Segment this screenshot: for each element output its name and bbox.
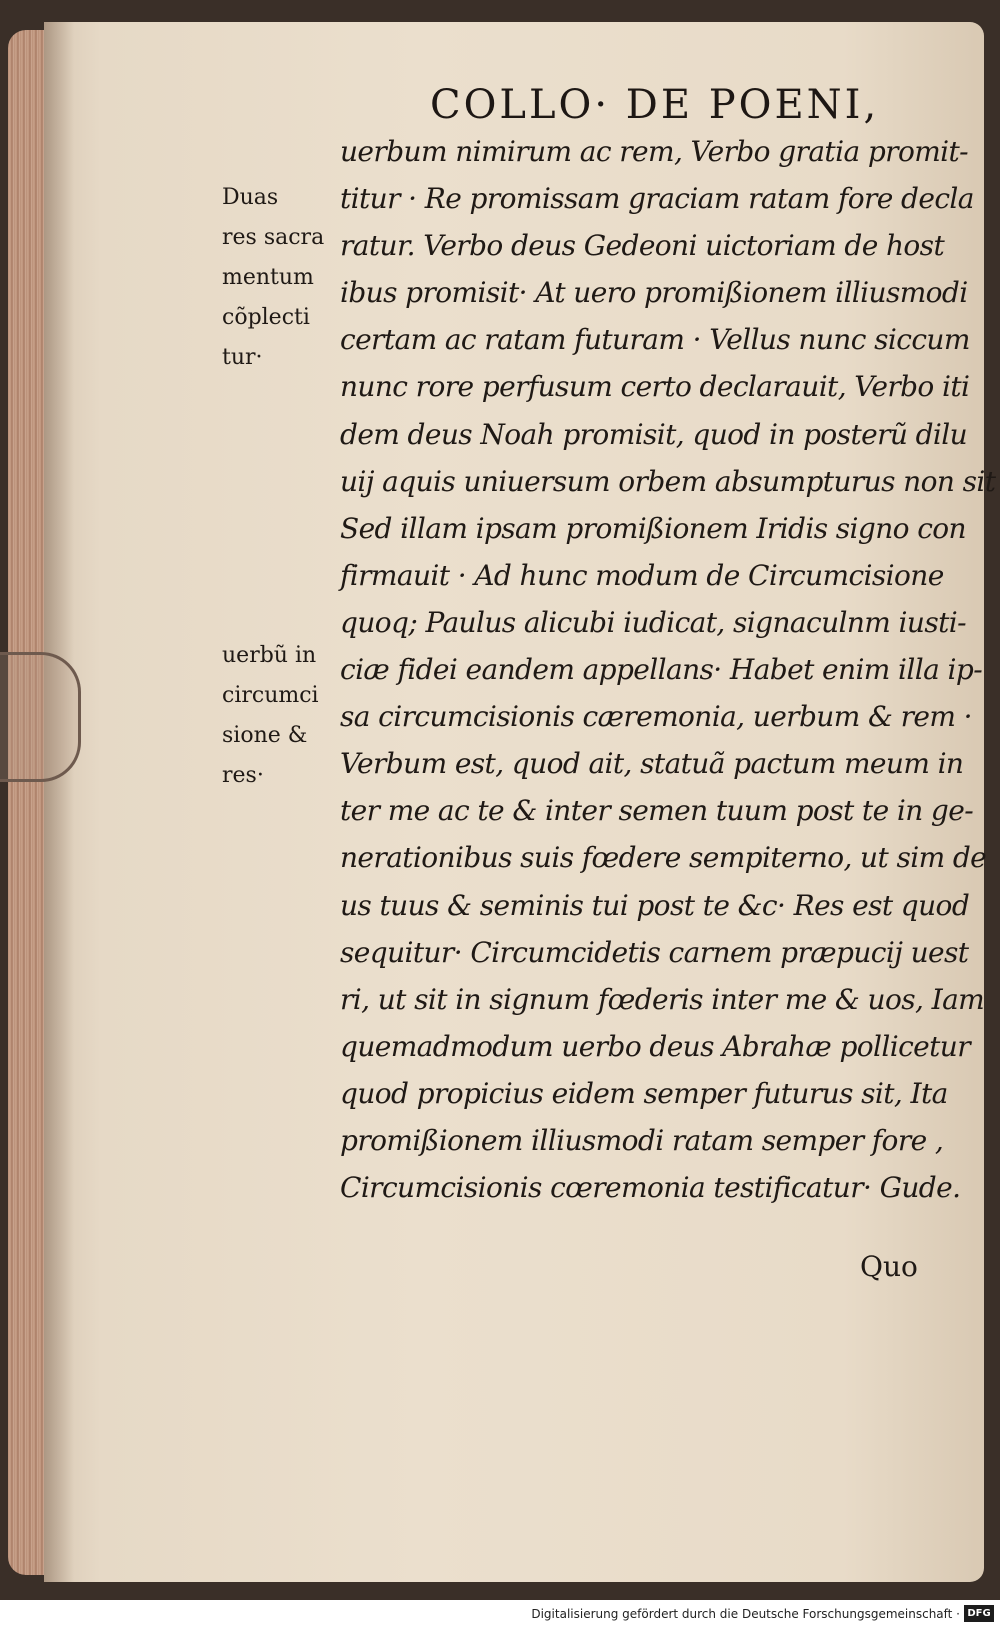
text-line: nunc rore perfusum certo declarauit, Verbo iti (340, 370, 970, 404)
marginal-line: Duas (222, 185, 279, 210)
marginal-line: tur· (222, 345, 263, 370)
text-line: ciæ fidei eandem appellans· Habet enim illa ip- (340, 653, 983, 687)
marginal-line: res· (222, 763, 264, 788)
text-line: promißionem illiusmodi ratam semper fore , (340, 1123, 944, 1157)
text-line: sequitur· Circumcidetis carnem præpucij uest (340, 935, 969, 969)
body-text (340, 128, 996, 1211)
text-line: quod propicius eidem semper futurus sit, Ita (340, 1076, 948, 1110)
text-line: nerationibus suis fœdere sempiterno, ut sim de (340, 841, 987, 875)
footer-bar (0, 1600, 1000, 1629)
marginal-line: uerbũ in (222, 643, 317, 668)
text-line: firmauit · Ad hunc modum de Circumcisione (340, 558, 944, 592)
page-clip (0, 652, 81, 782)
spine-shadow (44, 22, 74, 1582)
catchword: Quo (860, 1250, 918, 1283)
text-line: quemadmodum uerbo deus Abrahæ pollicetur (340, 1029, 971, 1063)
marginal-note-1 (222, 178, 337, 378)
text-line: us tuus & seminis tui post te &c· Res est quod (340, 888, 970, 922)
text-line: Sed illam ipsam promißionem Iridis signo con (340, 511, 966, 545)
text-line: Circumcisionis cœremonia testificatur· Gude. (340, 1171, 961, 1205)
marginal-line: circumci (222, 683, 319, 708)
text-line: ri, ut sit in signum fœderis inter me & uos, Iam (340, 982, 985, 1016)
marginal-note-2 (222, 636, 337, 796)
page-edges (8, 30, 48, 1575)
text-line: dem deus Noah promisit, quod in posterũ dilu (340, 417, 968, 451)
text-line: certam ac ratam futuram · Vellus nunc siccum (340, 323, 970, 357)
marginal-line: cõplecti (222, 305, 310, 330)
text-line: titur · Re promissam graciam ratam fore decla (340, 182, 974, 216)
text-line: ter me ac te & inter semen tuum post te in ge- (340, 794, 974, 828)
text-line: quoq; Paulus alicubi iudicat, signaculnm iusti- (340, 605, 966, 639)
marginal-line: sione & (222, 723, 308, 748)
text-line: uerbum nimirum ac rem, Verbo gratia promit- (340, 135, 969, 168)
text-line: sa circumcisionis cæremonia, uerbum & rem · (340, 700, 972, 734)
marginal-line: mentum (222, 265, 314, 290)
dfg-logo: DFG (964, 1605, 994, 1622)
running-head: COLLO· DE POENI, (430, 82, 880, 128)
text-line: Verbum est, quod ait, statuã pactum meum in (340, 747, 964, 781)
marginal-line: res sacra (222, 225, 325, 250)
text-line: ibus promisit· At uero promißionem illiusmodi (340, 276, 968, 310)
text-line: ratur. Verbo deus Gedeoni uictoriam de host (340, 229, 945, 263)
text-line: uij aquis uniuersum orbem absumpturus non sit (340, 464, 996, 498)
digitization-credit: Digitalisierung gefördert durch die Deutsche Forschungsgemeinschaft · (531, 1607, 960, 1621)
